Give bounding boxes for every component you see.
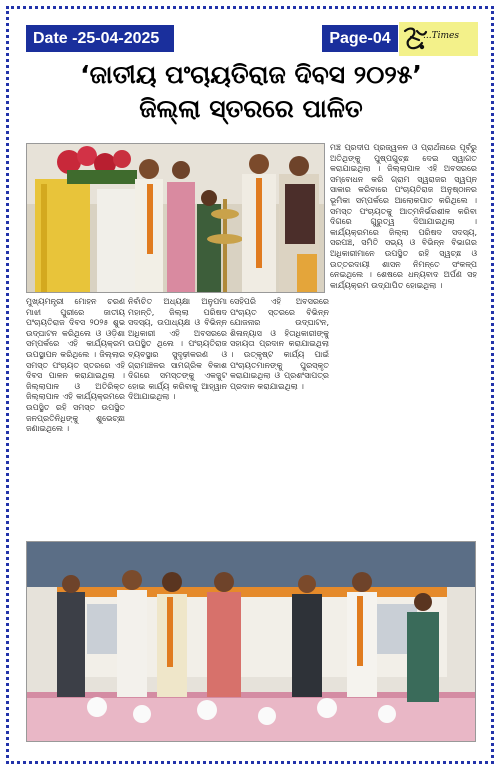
article-column-1 <box>26 297 125 537</box>
dais-photo <box>27 542 476 742</box>
article-text-col3: ସେହିପରି ଏହି ଅବସରରେ ପଂଚାୟତ ସ୍ତରରେ ବିଭିନ୍ନ ଯୋଜନାର ଉଦ୍‌ଘାଟନ, ଶିଳାନ୍ୟାସ ଓ ହିତାଧିକାରୀଙ୍କୁ ସହାୟତା ପ୍ରଦାନ କରାଯାଇଥିଲା । ଉତ୍କୃଷ୍ଟ କାର୍ଯ୍ୟ ପାଇଁ ପଂଚାୟତମାନଙ୍କୁ ପୁରସ୍କୃତ କରାଯାଇଥିଲା ଓ ପ୍ରଶଂସାପତ୍ର ପ୍ରଦାନ କରାଯାଇଥିଲା । <box>230 297 329 391</box>
article-text-right: ମଞ୍ଚ ପ୍ରଦୀପ ପ୍ରଜ୍ୱଳନ ଓ ପ୍ରାର୍ଥନାରେ ପୂର୍ବରୁ ଅତିଥିଙ୍କୁ ପୁଷ୍ପଗୁଚ୍ଛ ଦେଇ ସ୍ୱାଗତ କରାଯାଇଥିଲା । ଜିଲ୍ଲାପାଳ ଏହି ଅବସରରେ ସମ୍ବୋଧନ କରି ଗ୍ରାମ ସ୍ୱରାଜର ସ୍ୱପ୍ନ ସାକାର କରିବାରେ ପଂଚାୟତିରାଜ ଅନୁଷ୍ଠାନର ଭୂମିକା ସମ୍ପର୍କରେ ଆଲୋକପାତ କରିଥିଲେ । ସମସ୍ତ ପଂଚାୟତକୁ ଆତ୍ମନିର୍ଭରଶୀଳ କରିବା ଦିଗରେ ଗୁରୁତ୍ୱ ଦିଆଯାଇଥିଲା । କାର୍ଯ୍ୟକ୍ରମରେ ଜିଲ୍ଲା ପରିଷଦ ସଦସ୍ୟ, ସରପଞ୍ଚ, ସମିତି ସଭ୍ୟ ଓ ବିଭିନ୍ନ ବିଭାଗର ଅଧିକାରୀମାନେ ଉପସ୍ଥିତ ରହି ସ୍ୱଚ୍ଛ ଓ ଉତ୍ତରଦାୟୀ ଶାସନ ନିମନ୍ତେ ସଂକଳ୍ପ ନେଇଥିଲେ । ଶେଷରେ ଧନ୍ୟବାଦ ଅର୍ପଣ ସହ କାର୍ଯ୍ୟକ୍ରମ ଉଦ୍‌ଯାପିତ ହୋଇଥିଲା । <box>330 143 477 290</box>
date-badge: Date -25-04-2025 <box>26 25 174 52</box>
page-number-badge: Page-04 <box>322 25 398 52</box>
headline-line-2: ଜିଲ୍ଲା ସ୍ତରରେ ପାଳିତ <box>139 94 363 123</box>
event-photo-top <box>26 143 325 293</box>
article-column-right <box>330 143 477 540</box>
lamp-lighting-photo <box>27 144 325 293</box>
article-text-col1: ମୁଖ୍ୟମନ୍ତ୍ରୀ ମୋହନ ଚରଣ ମାଝୀ ପୁରୀରେ ଜାତୀୟ ପଂଚାୟତିରାଜ ଦିବସ ୨୦୨୫ ଶୁଭ ଉଦ୍‌ଘାଟନ କରିଥିଲେ ଓ ଓଡ଼ିଶା ସମ୍ପର୍କରେ ଏହି କାର୍ଯ୍ୟକ୍ରମ ଉପସ୍ଥାପନ କରିଥିଲେ । ଜିଲ୍ଲାର ସମସ୍ତ ପଂଚାୟତ ସ୍ତରରେ ଏହି ଦିବସ ପାଳନ କରାଯାଇଥିଲା । ଜିଲ୍ଲାପାଳ ଓ ଅତିରିକ୍ତ ଜିଲ୍ଲାପାଳ ଏହି କାର୍ଯ୍ୟକ୍ରମରେ ଉପସ୍ଥିତ ରହି ସମସ୍ତ ଉପସ୍ଥିତ ଜନପ୍ରତିନିଧିଙ୍କୁ ଶୁଭେଚ୍ଛା ଜଣାଇଥିଲେ । <box>26 297 125 434</box>
article-text-col2: ନିର୍ବାଚିତ ଅଧ୍ୟକ୍ଷା ଅନୁପମା ମହାନ୍ତି, ଜିଲ୍ଲା ପରିଷଦ ସଦସ୍ୟ, ଉପାଧ୍ୟକ୍ଷ ଓ ବିଭିନ୍ନ ଅଧିକାରୀ ଏହି ଅବସରରେ ଉପସ୍ଥିତ ଥିଲେ । ପଂଚାୟତିରାଜ ବ୍ୟବସ୍ଥାର ସୁଦୃଢ଼ୀକରଣ ଓ ଗ୍ରାମାଞ୍ଚଳର ସାମଗ୍ରିକ ବିକାଶ ଦିଗରେ ସମସ୍ତଙ୍କୁ ଏକଜୁଟ ହୋଇ କାର୍ଯ୍ୟ କରିବାକୁ ଆହ୍ୱାନ ଦିଆଯାଇଥିଲା । <box>128 297 227 402</box>
event-photo-bottom <box>26 541 476 742</box>
logo-text: ...Times <box>423 31 459 41</box>
article-column-3 <box>230 297 329 537</box>
newspaper-logo <box>399 22 478 56</box>
headline <box>26 58 476 126</box>
article-column-2 <box>128 297 227 537</box>
headline-line-1: ‘ଜାତୀୟ ପଂଚାୟତିରାଜ ଦିବସ ୨୦୨୫’ <box>80 60 422 89</box>
